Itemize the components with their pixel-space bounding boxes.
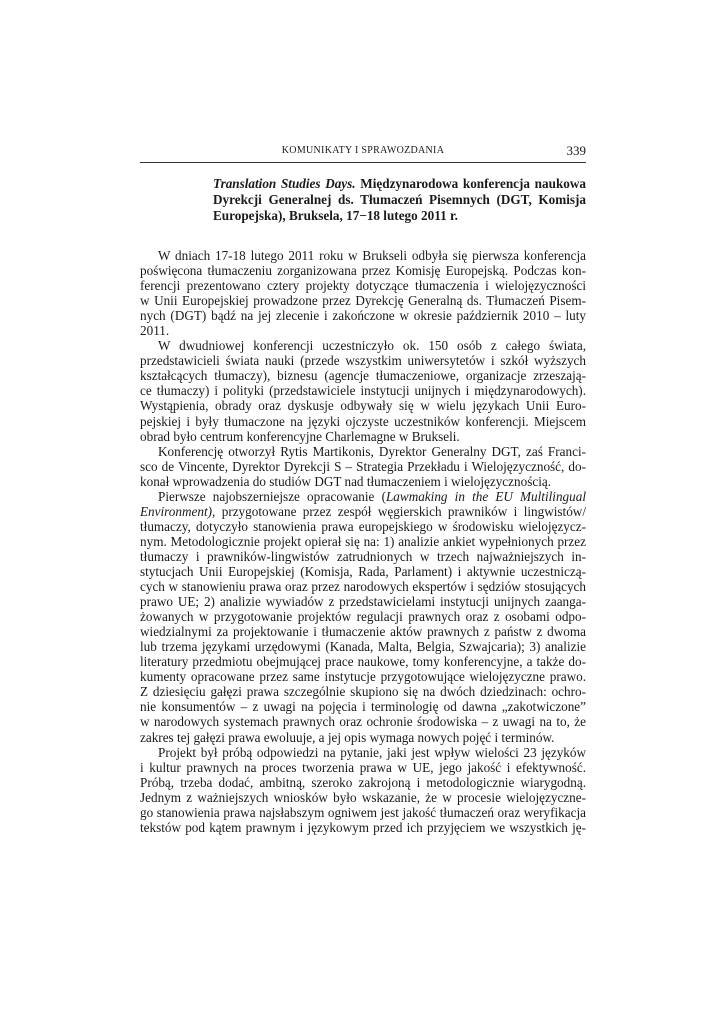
paragraph-line: W dniach 17-18 lutego 2011 roku w Brukseli odbyła się pierwsza konferencja — [158, 248, 586, 263]
paragraph-line: w Unii Europejskiej prowadzone przez Dyrekcję Generalną ds. Tłumaczeń Pisem- — [140, 293, 586, 309]
paragraph-line-italic-mixed — [140, 504, 586, 519]
paragraph-line: nych (DGT) bądź na jej zlecenie i zakończone w okresie październik 2010 – luty — [140, 308, 586, 324]
paragraph-4 — [140, 489, 586, 745]
paragraph-5 — [140, 745, 586, 835]
paragraph-4-prefix: Pierwsze najobszerniejsze opracowanie ( — [158, 488, 386, 504]
paragraph-line: zakres tej gałęzi prawa ewoluuje, a jej opis wymaga nowych pojęć i terminów. — [140, 729, 555, 745]
paragraph-line: pejskiej i były tłumaczone na języki ojczyste uczestników konferencji. Miejscem — [140, 413, 586, 429]
paragraph-line: lub trzema językami urzędowymi (Kanada, Malta, Belgia, Szwajcaria); 3) analizie — [140, 639, 586, 655]
paragraph-4-rest: przygotowane przez zespół węgierskich prawników i lingwistów/ — [215, 503, 586, 519]
paragraph-line: go stanowienia prawa najsłabszym ogniwem jest jakość tłumaczeń oraz weryfikacja — [140, 804, 586, 820]
paragraph-line: Jednym z ważniejszych wniosków było wskazanie, że w procesie wielojęzyczne- — [140, 789, 586, 805]
paragraph-line: stytucjach Unii Europejskiej (Komisja, Rada, Parlament) i aktywnie uczestniczą- — [140, 563, 586, 579]
paragraph-line: prawo UE; 2) analizie wywiadów z przedstawicielami instytucji unijnych zaanga- — [140, 594, 586, 610]
running-head-title: KOMUNIKATY I SPRAWOZDANIA — [281, 145, 445, 156]
paragraph-line: żowanych w przygotowanie projektów regulacji prawnych oraz z osobami odpo- — [140, 609, 586, 625]
paragraph-1 — [140, 248, 586, 338]
paragraph-line: Wystąpienia, obrady oraz dyskusje odbywały się w wielu językach Unii Euro- — [140, 398, 586, 414]
article-title — [213, 176, 586, 224]
paragraph-3 — [140, 444, 586, 489]
paragraph-line: sco de Vincente, Dyrektor Dyrekcji S – Strategia Przekładu i Wielojęzyczność, do- — [140, 458, 586, 474]
paragraph-line: W dwudniowej konferencji uczestniczyło ok. 150 osób z całego świata, — [158, 338, 586, 354]
paragraph-line: nie konsumentów – z uwagi na pojęcia i terminologię od dawna „zakotwiczone” — [140, 699, 586, 715]
title-italic: Translation Studies Days. — [213, 176, 356, 191]
title-line-1 — [213, 176, 586, 192]
page-number: 339 — [566, 143, 586, 158]
title-line-3: Europejska), Bruksela, 17−18 lutego 2011 r. — [213, 208, 458, 223]
paragraph-line: ferencji prezentowano cztery projekty dotyczące tłumaczenia i wielojęzyczności — [140, 278, 586, 294]
paragraph-line: wiedzialnymi za projektowanie i tłumaczenie aktów prawnych z państw z dwoma — [140, 624, 586, 640]
paragraph-line: Projekt był próbą odpowiedzi na pytanie, jaki jest wpływ wielości 23 języków — [158, 744, 586, 760]
paragraph-line: ce tłumaczy) i polityki (przedstawiciele instytucji unijnych i międzynarodowych). — [140, 383, 586, 399]
paragraph-4-italic-2: Environment), — [140, 503, 216, 519]
paragraph-line: Próbą, trzeba dodać, ambitną, szeroko zakrojoną i metodologicznie wiarygodną. — [140, 774, 586, 790]
paragraph-line: tekstów pod kątem prawnym i językowym przed ich przyjęciem we wszystkich ję- — [140, 819, 586, 835]
title-line-1-rest: Międzynarodowa konferencja naukowa — [355, 176, 586, 191]
paragraph-line: tłumaczy, dotyczyło stanowienia prawa europejskiego w środowisku wielojęzycz- — [140, 518, 586, 534]
paragraph-line: przedstawicieli świata nauki (przede wszystkim uniwersytetów i szkół wyższych — [140, 353, 586, 369]
paragraph-line: i kultur prawnych na proces tworzenia prawa w UE, jego jakość i efektywność. — [140, 759, 586, 775]
paragraph-line: konał wprowadzenia do studiów DGT nad tłumaczeniem i wielojęzycznością. — [140, 473, 552, 489]
paragraph-4-italic: Lawmaking in the EU Multilingual — [385, 488, 586, 504]
paragraph-line: Konferencję otworzył Rytis Martikonis, Dyrektor Generalny DGT, zaś Franci- — [158, 443, 586, 459]
running-header — [140, 144, 586, 163]
paragraph-line: obrad było centrum konferencyjne Charlemagne w Brukseli. — [140, 428, 460, 444]
paragraph-line: 2011. — [140, 323, 170, 339]
paragraph-line: nym. Metodologicznie projekt opierał się na: 1) analizie ankiet wypełnionych przez — [140, 533, 586, 549]
paragraph-line: poświęcona tłumaczeniu zorganizowana przez Komisję Europejską. Podczas kon- — [140, 263, 586, 279]
article-body — [140, 248, 586, 835]
paragraph-line: kumenty opracowane przez same instytucje przygotowujące wielojęzyczne prawo. — [140, 669, 586, 685]
paragraph-2 — [140, 338, 586, 443]
paragraph-line: Z dziesięciu gałęzi prawa szczególnie skupiono się na dwóch dziedzinach: ochro- — [140, 684, 586, 700]
paragraph-line: tłumaczy i prawników-lingwistów zatrudnionych w trzech najważniejszych in- — [140, 548, 586, 564]
paragraph-line-italic-mixed — [140, 489, 586, 504]
paragraph-line: w narodowych systemach prawnych oraz ochronie środowiska – z uwagi na to, że — [140, 714, 586, 730]
paragraph-line: cych w stanowieniu prawa oraz przez narodowych ekspertów i sędziów stosujących — [140, 579, 586, 595]
paragraph-line: kształcących tłumaczy), biznesu (agencje tłumaczeniowe, organizacje zrzeszają- — [140, 368, 586, 384]
paragraph-line: literatury przedmiotu obejmującej prace naukowe, tomy konferencyjne, a także do- — [140, 654, 586, 670]
title-line-2: Dyrekcji Generalnej ds. Tłumaczeń Pisemnych (DGT, Komisja — [213, 192, 586, 207]
